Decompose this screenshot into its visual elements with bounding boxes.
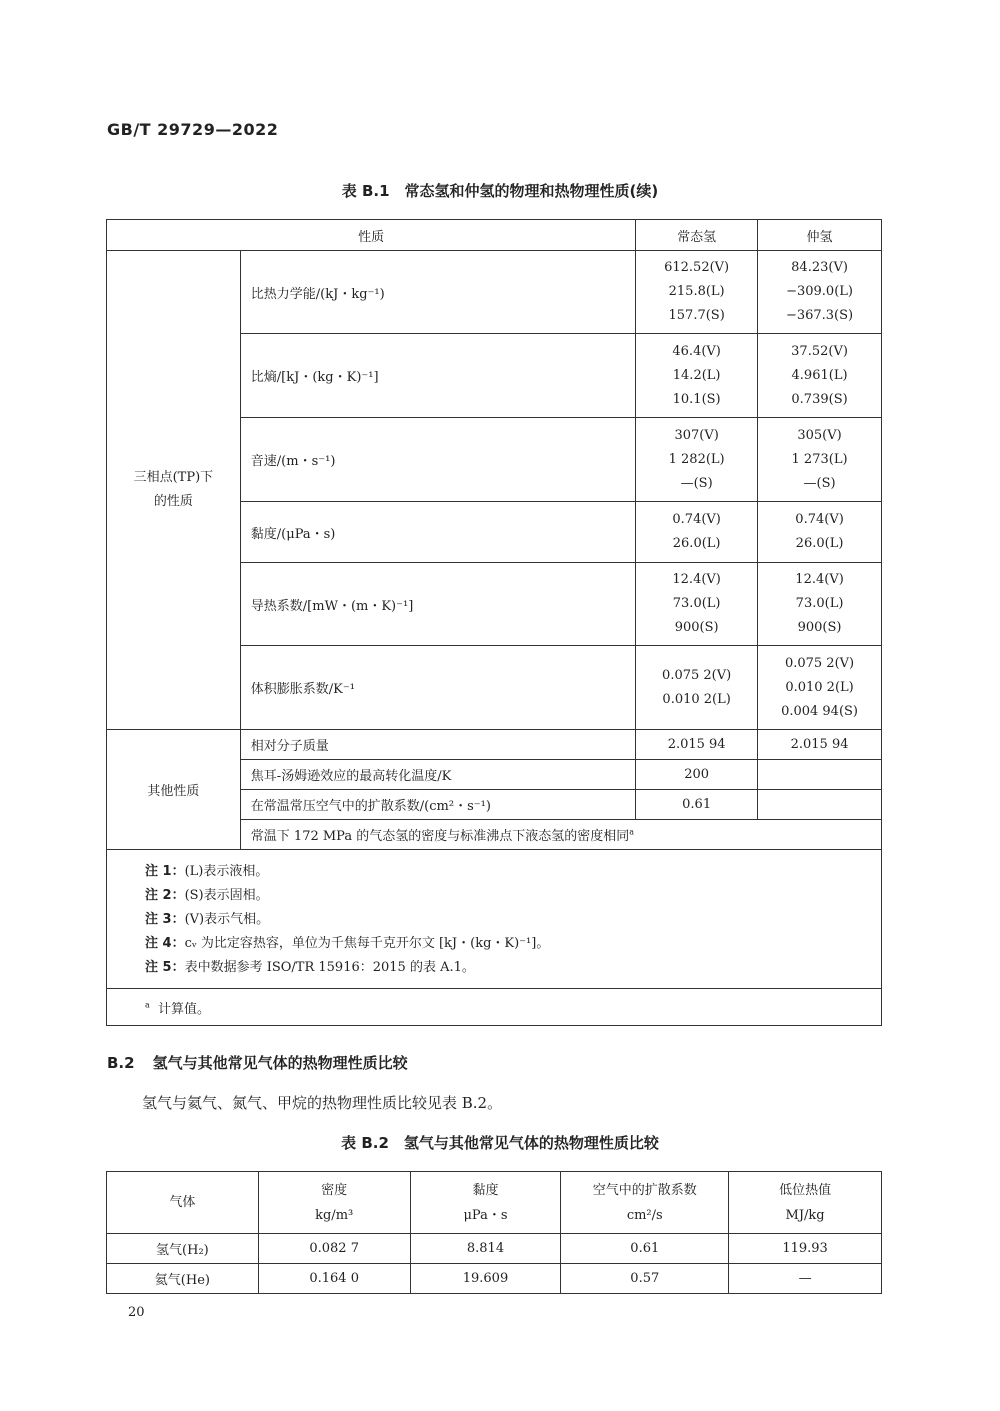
col-header-viscosity: 黏度 μPa・s bbox=[410, 1172, 561, 1234]
section-paragraph: 氢气与氦气、氮气、甲烷的热物理性质比较见表 B.2。 bbox=[142, 1094, 503, 1112]
page-number: 20 bbox=[128, 1305, 145, 1320]
group-triple-point: 三相点(TP)下 的性质 bbox=[107, 251, 241, 730]
normal-values: 612.52(V) 215.8(L) 157.7(S) bbox=[636, 251, 758, 334]
table-notes bbox=[107, 850, 882, 989]
row-label-molecular-mass: 相对分子质量 bbox=[240, 730, 635, 760]
col-header-gas: 气体 bbox=[107, 1172, 259, 1234]
gas-cell: 氦气(He) bbox=[107, 1264, 259, 1294]
para-value bbox=[758, 790, 882, 820]
para-values: 12.4(V) 73.0(L) 900(S) bbox=[758, 563, 882, 646]
row-label-internal-energy: 比热力学能/(kJ・kg⁻¹) bbox=[240, 251, 635, 334]
normal-value: 200 bbox=[636, 760, 758, 790]
table-row bbox=[107, 1234, 882, 1264]
gas-cell: 氢气(H₂) bbox=[107, 1234, 259, 1264]
normal-value: 0.61 bbox=[636, 790, 758, 820]
lhv-cell: 119.93 bbox=[729, 1234, 882, 1264]
normal-values: 307(V) 1 282(L) —(S) bbox=[636, 418, 758, 502]
col-header-normal-hydrogen: 常态氢 bbox=[636, 220, 758, 251]
viscosity-cell: 8.814 bbox=[410, 1234, 561, 1264]
diffusion-cell: 0.61 bbox=[561, 1234, 729, 1264]
density-cell: 0.164 0 bbox=[258, 1264, 410, 1294]
row-label-entropy: 比熵/[kJ・(kg・K)⁻¹] bbox=[240, 334, 635, 418]
para-value bbox=[758, 760, 882, 790]
note-5: 注 5：表中数据参考 ISO/TR 15916：2015 的表 A.1。 bbox=[145, 960, 475, 975]
row-label-viscosity: 黏度/(μPa・s) bbox=[240, 502, 635, 563]
normal-values: 46.4(V) 14.2(L) 10.1(S) bbox=[636, 334, 758, 418]
normal-values: 0.075 2(V) 0.010 2(L) bbox=[636, 646, 758, 730]
table-b2 bbox=[106, 1171, 882, 1294]
para-values: 305(V) 1 273(L) —(S) bbox=[758, 418, 882, 502]
section-heading-b2: B.2 氢气与其他常见气体的热物理性质比较 bbox=[107, 1054, 408, 1072]
row-label-sound-speed: 音速/(m・s⁻¹) bbox=[240, 418, 635, 502]
table-b2-title: 表 B.2 氢气与其他常见气体的热物理性质比较 bbox=[341, 1134, 659, 1152]
normal-values: 12.4(V) 73.0(L) 900(S) bbox=[636, 563, 758, 646]
para-values: 0.075 2(V) 0.010 2(L) 0.004 94(S) bbox=[758, 646, 882, 730]
col-header-lhv: 低位热值 MJ/kg bbox=[729, 1172, 882, 1234]
table-footnote: $^a$ 计算值。 bbox=[107, 989, 882, 1026]
para-values: 37.52(V) 4.961(L) 0.739(S) bbox=[758, 334, 882, 418]
table-b1-title: 表 B.1 常态氢和仲氢的物理和热物理性质(续) bbox=[341, 182, 659, 200]
para-values: 84.23(V) −309.0(L) −367.3(S) bbox=[758, 251, 882, 334]
col-header-para-hydrogen: 仲氢 bbox=[758, 220, 882, 251]
group-other-properties: 其他性质 bbox=[107, 730, 241, 850]
row-label-jt-inversion-temp: 焦耳-汤姆逊效应的最高转化温度/K bbox=[240, 760, 635, 790]
row-label-expansion-coefficient: 体积膨胀系数/K⁻¹ bbox=[240, 646, 635, 730]
density-cell: 0.082 7 bbox=[258, 1234, 410, 1264]
lhv-cell: — bbox=[729, 1264, 882, 1294]
note-2: 注 2：(S)表示固相。 bbox=[145, 888, 269, 903]
note-3: 注 3：(V)表示气相。 bbox=[145, 912, 270, 927]
footnote-marker: a bbox=[629, 827, 635, 837]
density-statement: 常温下 172 MPa 的气态氢的密度与标准沸点下液态氢的密度相同$^a$ bbox=[240, 820, 881, 850]
note-1: 注 1：(L)表示液相。 bbox=[145, 864, 269, 879]
diffusion-cell: 0.57 bbox=[561, 1264, 729, 1294]
normal-values: 0.74(V) 26.0(L) bbox=[636, 502, 758, 563]
note-4: 注 4：cᵥ 为比定容热容，单位为千焦每千克开尔文 [kJ・(kg・K)⁻¹]。 bbox=[145, 936, 550, 951]
viscosity-cell: 19.609 bbox=[410, 1264, 561, 1294]
row-label-diffusion-coefficient: 在常温常压空气中的扩散系数/(cm²・s⁻¹) bbox=[240, 790, 635, 820]
para-value: 2.015 94 bbox=[758, 730, 882, 760]
col-header-density: 密度 kg/m³ bbox=[258, 1172, 410, 1234]
table-row bbox=[107, 1264, 882, 1294]
standard-code: GB/T 29729—2022 bbox=[107, 120, 279, 139]
para-values: 0.74(V) 26.0(L) bbox=[758, 502, 882, 563]
col-header-diffusion: 空气中的扩散系数 cm²/s bbox=[561, 1172, 729, 1234]
row-label-thermal-conductivity: 导热系数/[mW・(m・K)⁻¹] bbox=[240, 563, 635, 646]
normal-value: 2.015 94 bbox=[636, 730, 758, 760]
col-header-property: 性质 bbox=[107, 220, 636, 251]
table-b1 bbox=[106, 219, 882, 1026]
